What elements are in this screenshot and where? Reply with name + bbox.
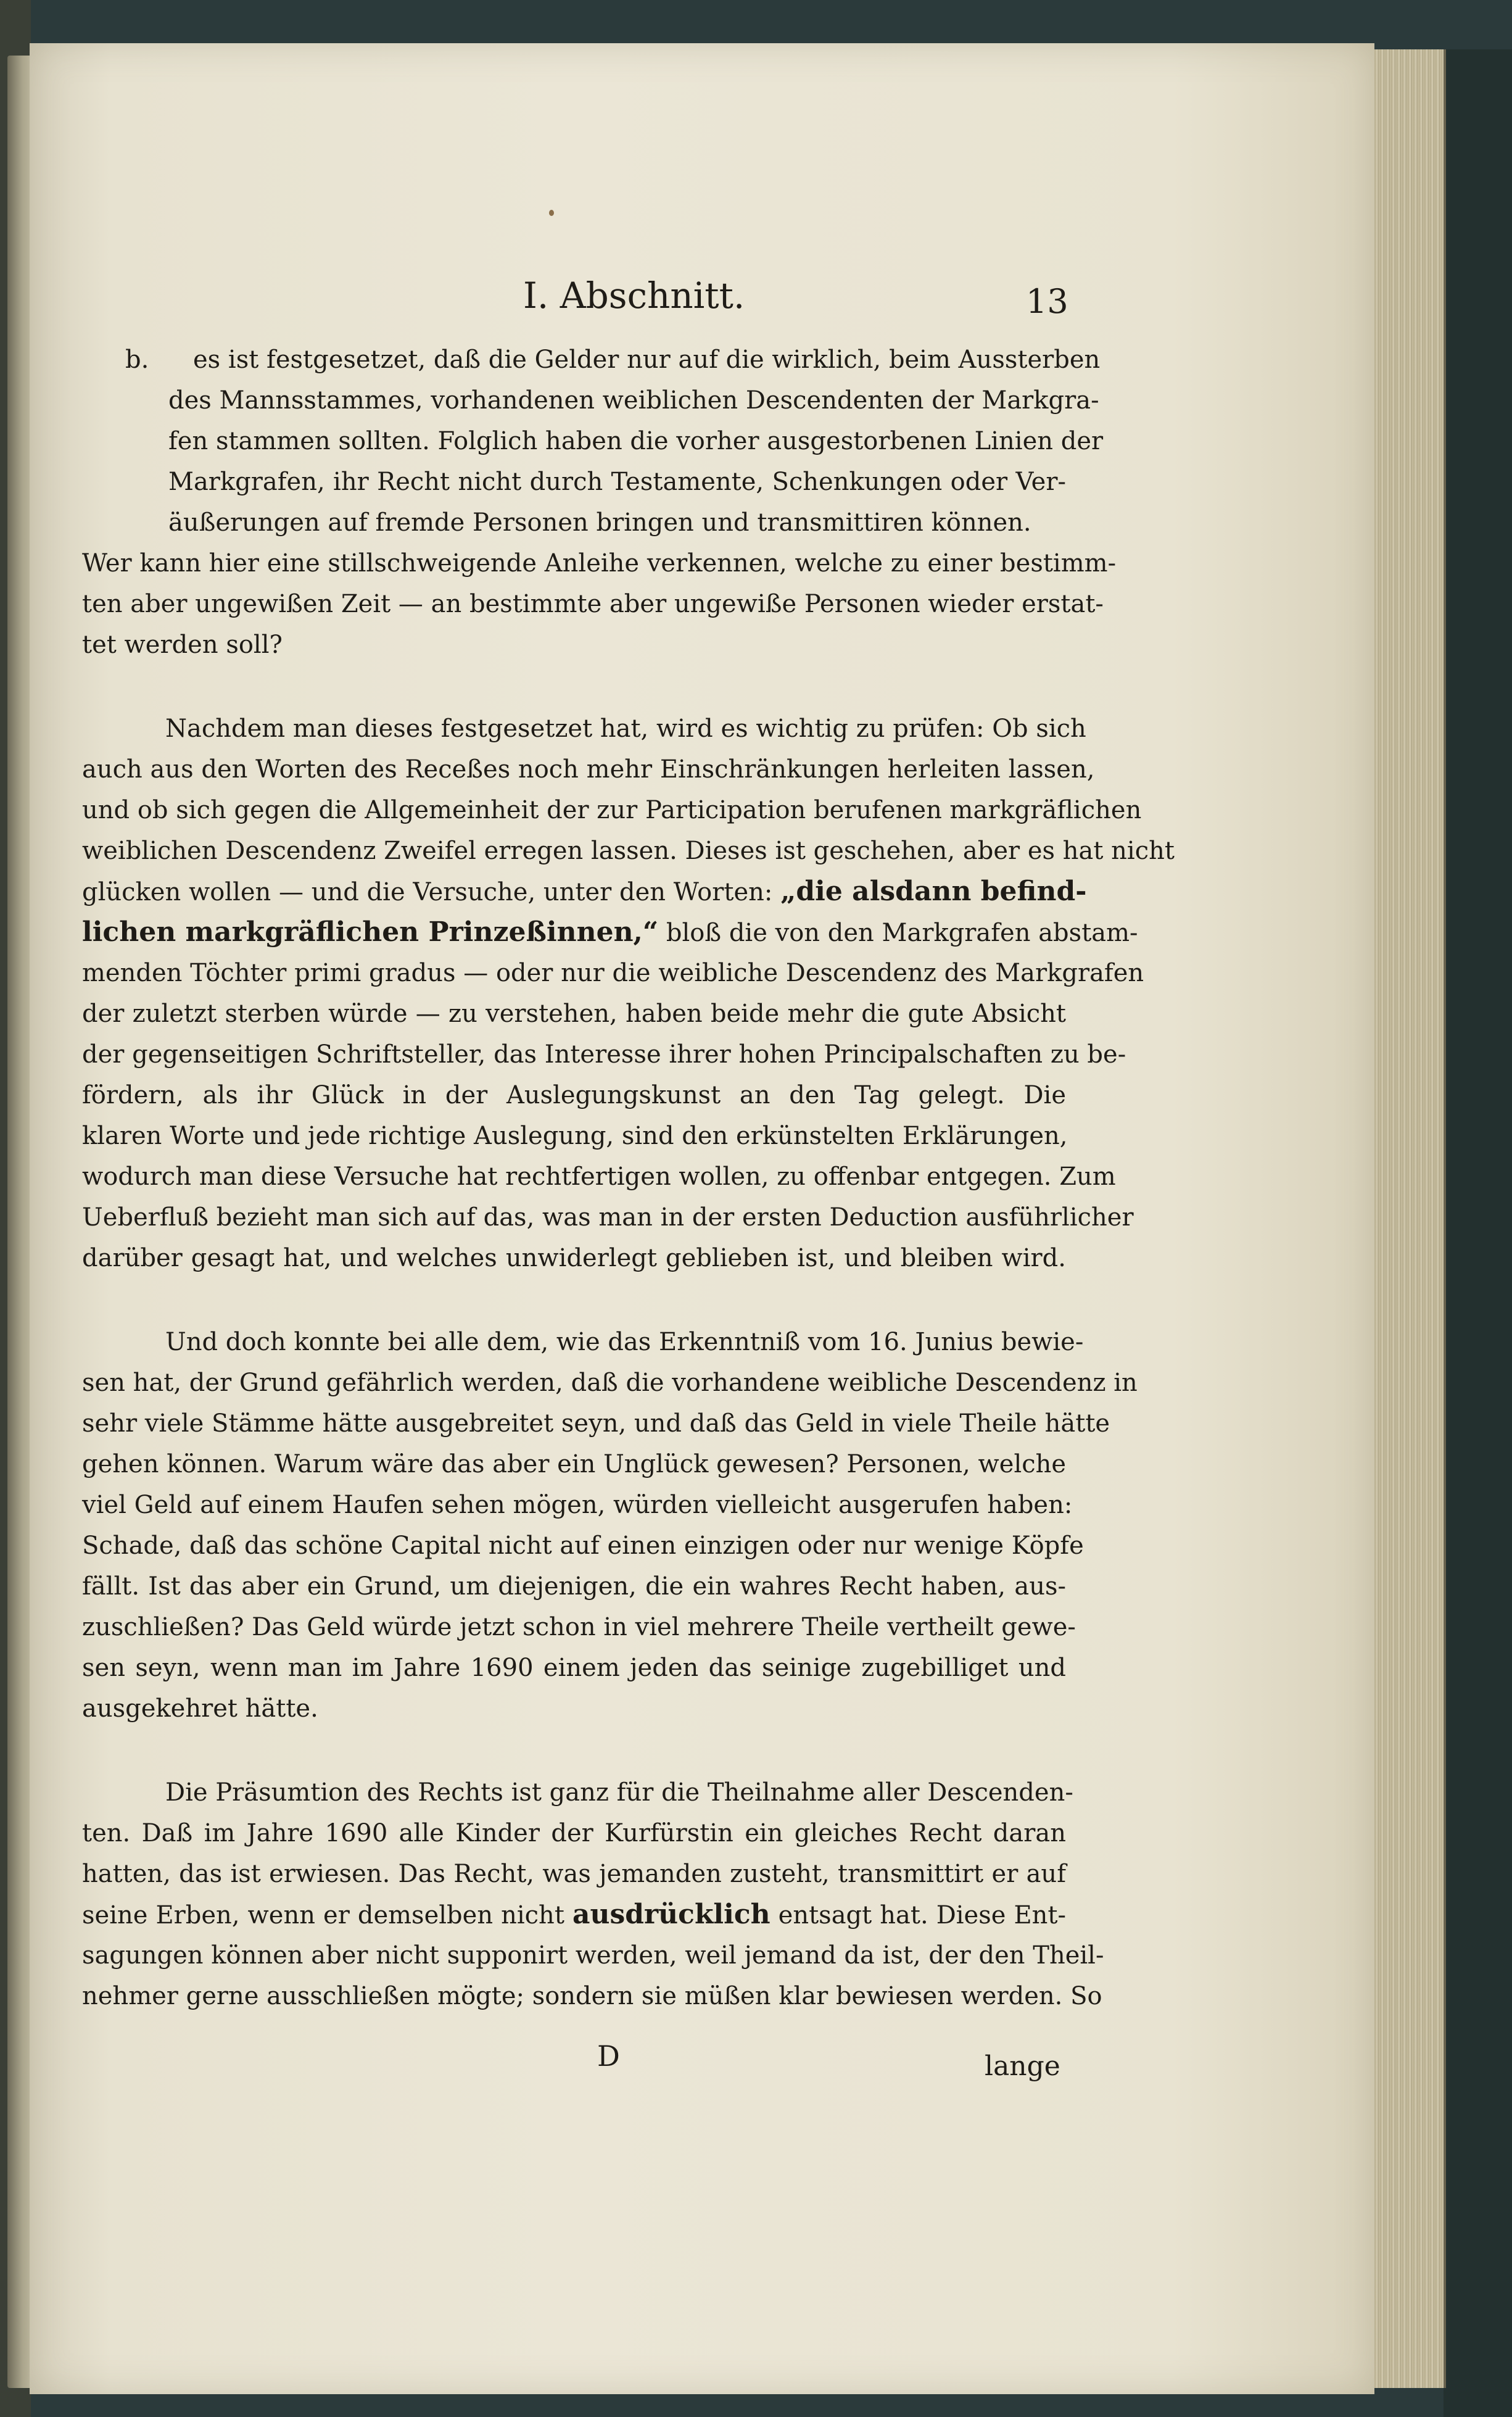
text-line: der gegenseitigen Schriftsteller, das Interesse ihrer hohen Principalschaften zu be- — [82, 1040, 1126, 1069]
item-b — [125, 339, 1104, 543]
text-line: Und doch konnte bei alle dem, wie das Erkenntniß vom 16. Junius bewie- — [165, 1328, 1084, 1356]
book-page — [30, 43, 1374, 2394]
text-line: viel Geld auf einem Haufen sehen mögen, würden vielleicht ausgerufen haben: — [82, 1491, 1073, 1519]
text-line — [82, 871, 1087, 912]
text-line: klaren Worte und jede richtige Auslegung, sind den erkünstelten Erklärungen, — [82, 1122, 1068, 1150]
text-segment: glücken wollen — und die Versuche, unter den Worten: — [82, 878, 773, 906]
emphasized-quote: lichen markgräflichen Prinzeßinnen,“ — [82, 916, 659, 948]
signature-mark: D — [597, 2039, 620, 2073]
text-line: ten aber ungewißen Zeit — an bestimmte aber ungewiße Personen wieder erstat- — [82, 590, 1104, 618]
running-head: I. Abschnitt. — [523, 275, 745, 317]
text-line — [82, 912, 1138, 953]
paragraph-3 — [82, 1772, 1104, 2017]
ink-speck — [549, 210, 554, 216]
text-line: hatten, das ist erwiesen. Das Recht, was jemanden zusteht, transmittirt er auf — [82, 1860, 1066, 1888]
text-segment: bloß die von den Markgrafen abstam- — [666, 919, 1138, 947]
text-line: Wer kann hier eine stillschweigende Anleihe verkennen, welche zu einer bestimm- — [82, 549, 1117, 578]
text-line: ausgekehret hätte. — [82, 1694, 318, 1723]
text-line: wodurch man diese Versuche hat rechtfertigen wollen, zu offenbar entgegen. Zum — [82, 1163, 1116, 1191]
text-line: fällt. Ist das aber ein Grund, um diejenigen, die ein wahres Recht haben, aus- — [82, 1572, 1066, 1601]
text-line: des Mannsstammes, vorhandenen weiblichen Descendenten der Markgra- — [168, 386, 1099, 415]
text-line: menden Töchter primi gradus — oder nur die weibliche Descendenz des Markgrafen — [82, 959, 1144, 987]
catchword: lange — [985, 2050, 1060, 2082]
page-footer — [30, 2039, 1374, 2089]
text-segment: seine Erben, wenn er demselben nicht — [82, 1901, 564, 1930]
text-segment: entsagt hat. Diese Ent- — [778, 1901, 1066, 1930]
question-block — [82, 543, 1117, 665]
facing-page-edge — [7, 56, 32, 2388]
text-line: Nachdem man dieses festgesetzet hat, wird es wichtig zu prüfen: Ob sich — [165, 715, 1086, 743]
page-header — [30, 275, 1374, 324]
text-line: tet werden soll? — [82, 631, 283, 659]
text-line — [82, 1894, 1066, 1935]
text-line: Die Präsumtion des Rechts ist ganz für die Theilnahme aller Descenden- — [165, 1778, 1073, 1807]
text-line: gehen können. Warum wäre das aber ein Unglück gewesen? Personen, welche — [82, 1450, 1067, 1478]
text-line: Schade, daß das schöne Capital nicht auf einen einzigen oder nur wenige Köpfe — [82, 1532, 1084, 1560]
paragraph-1 — [82, 708, 1175, 1279]
paragraph-gap — [168, 665, 1066, 708]
text-line: darüber gesagt hat, und welches unwiderlegt geblieben ist, und bleiben wird. — [82, 1244, 1066, 1272]
page-number: 13 — [1026, 282, 1068, 321]
scan-background-right — [1444, 49, 1512, 2417]
text-line-content: es ist festgesetzet, daß die Gelder nur auf die wirklich, beim Aussterben — [193, 346, 1101, 374]
text-line — [82, 339, 1101, 380]
paragraph-gap — [168, 1729, 1066, 1772]
text-line: Markgrafen, ihr Recht nicht durch Testamente, Schenkungen oder Ver- — [168, 468, 1066, 496]
emphasized-quote: „die alsdann befind- — [780, 876, 1087, 907]
text-line: fen stammen sollten. Folglich haben die vorher ausgestorbenen Linien der — [168, 427, 1104, 455]
emphasized-word: ausdrücklich — [572, 1899, 770, 1930]
item-label: b. — [125, 346, 149, 374]
text-line: und ob sich gegen die Allgemeinheit der zur Participation berufenen markgräflichen — [82, 796, 1142, 824]
paragraph-2 — [82, 1322, 1138, 1729]
text-line: sen seyn, wenn man im Jahre 1690 einem jeden das seinige zugebilliget und — [82, 1654, 1066, 1682]
text-line: ten. Daß im Jahre 1690 alle Kinder der Kurfürstin ein gleiches Recht daran — [82, 1819, 1066, 1847]
text-line: sagungen können aber nicht supponirt werden, weil jemand da ist, der den Theil- — [82, 1941, 1104, 1970]
text-line: auch aus den Worten des Receßes noch mehr Einschränkungen herleiten lassen, — [82, 755, 1095, 784]
text-line: nehmer gerne ausschließen mögte; sondern sie müßen klar bewiesen werden. So — [82, 1982, 1102, 2010]
paragraph-gap — [168, 1279, 1066, 1322]
text-line: Ueberfluß bezieht man sich auf das, was man in der ersten Deduction ausführlicher — [82, 1203, 1134, 1232]
text-line: der zuletzt sterben würde — zu verstehen, haben beide mehr die gute Absicht — [82, 1000, 1066, 1028]
text-line: zuschließen? Das Geld würde jetzt schon in viel mehrere Theile vertheilt gewe- — [82, 1613, 1076, 1641]
text-line: sehr viele Stämme hätte ausgebreitet seyn, und daß das Geld in viele Theile hätte — [82, 1409, 1110, 1438]
main-text — [82, 339, 1175, 2017]
text-line: fördern, als ihr Glück in der Auslegungskunst an den Tag gelegt. Die — [82, 1081, 1066, 1109]
text-line: sen hat, der Grund gefährlich werden, daß die vorhandene weibliche Descendenz in — [82, 1369, 1138, 1397]
text-line: weiblichen Descendenz Zweifel erregen lassen. Dieses ist geschehen, aber es hat nicht — [82, 837, 1175, 865]
text-line: äußerungen auf fremde Personen bringen und transmittiren können. — [168, 508, 1031, 537]
